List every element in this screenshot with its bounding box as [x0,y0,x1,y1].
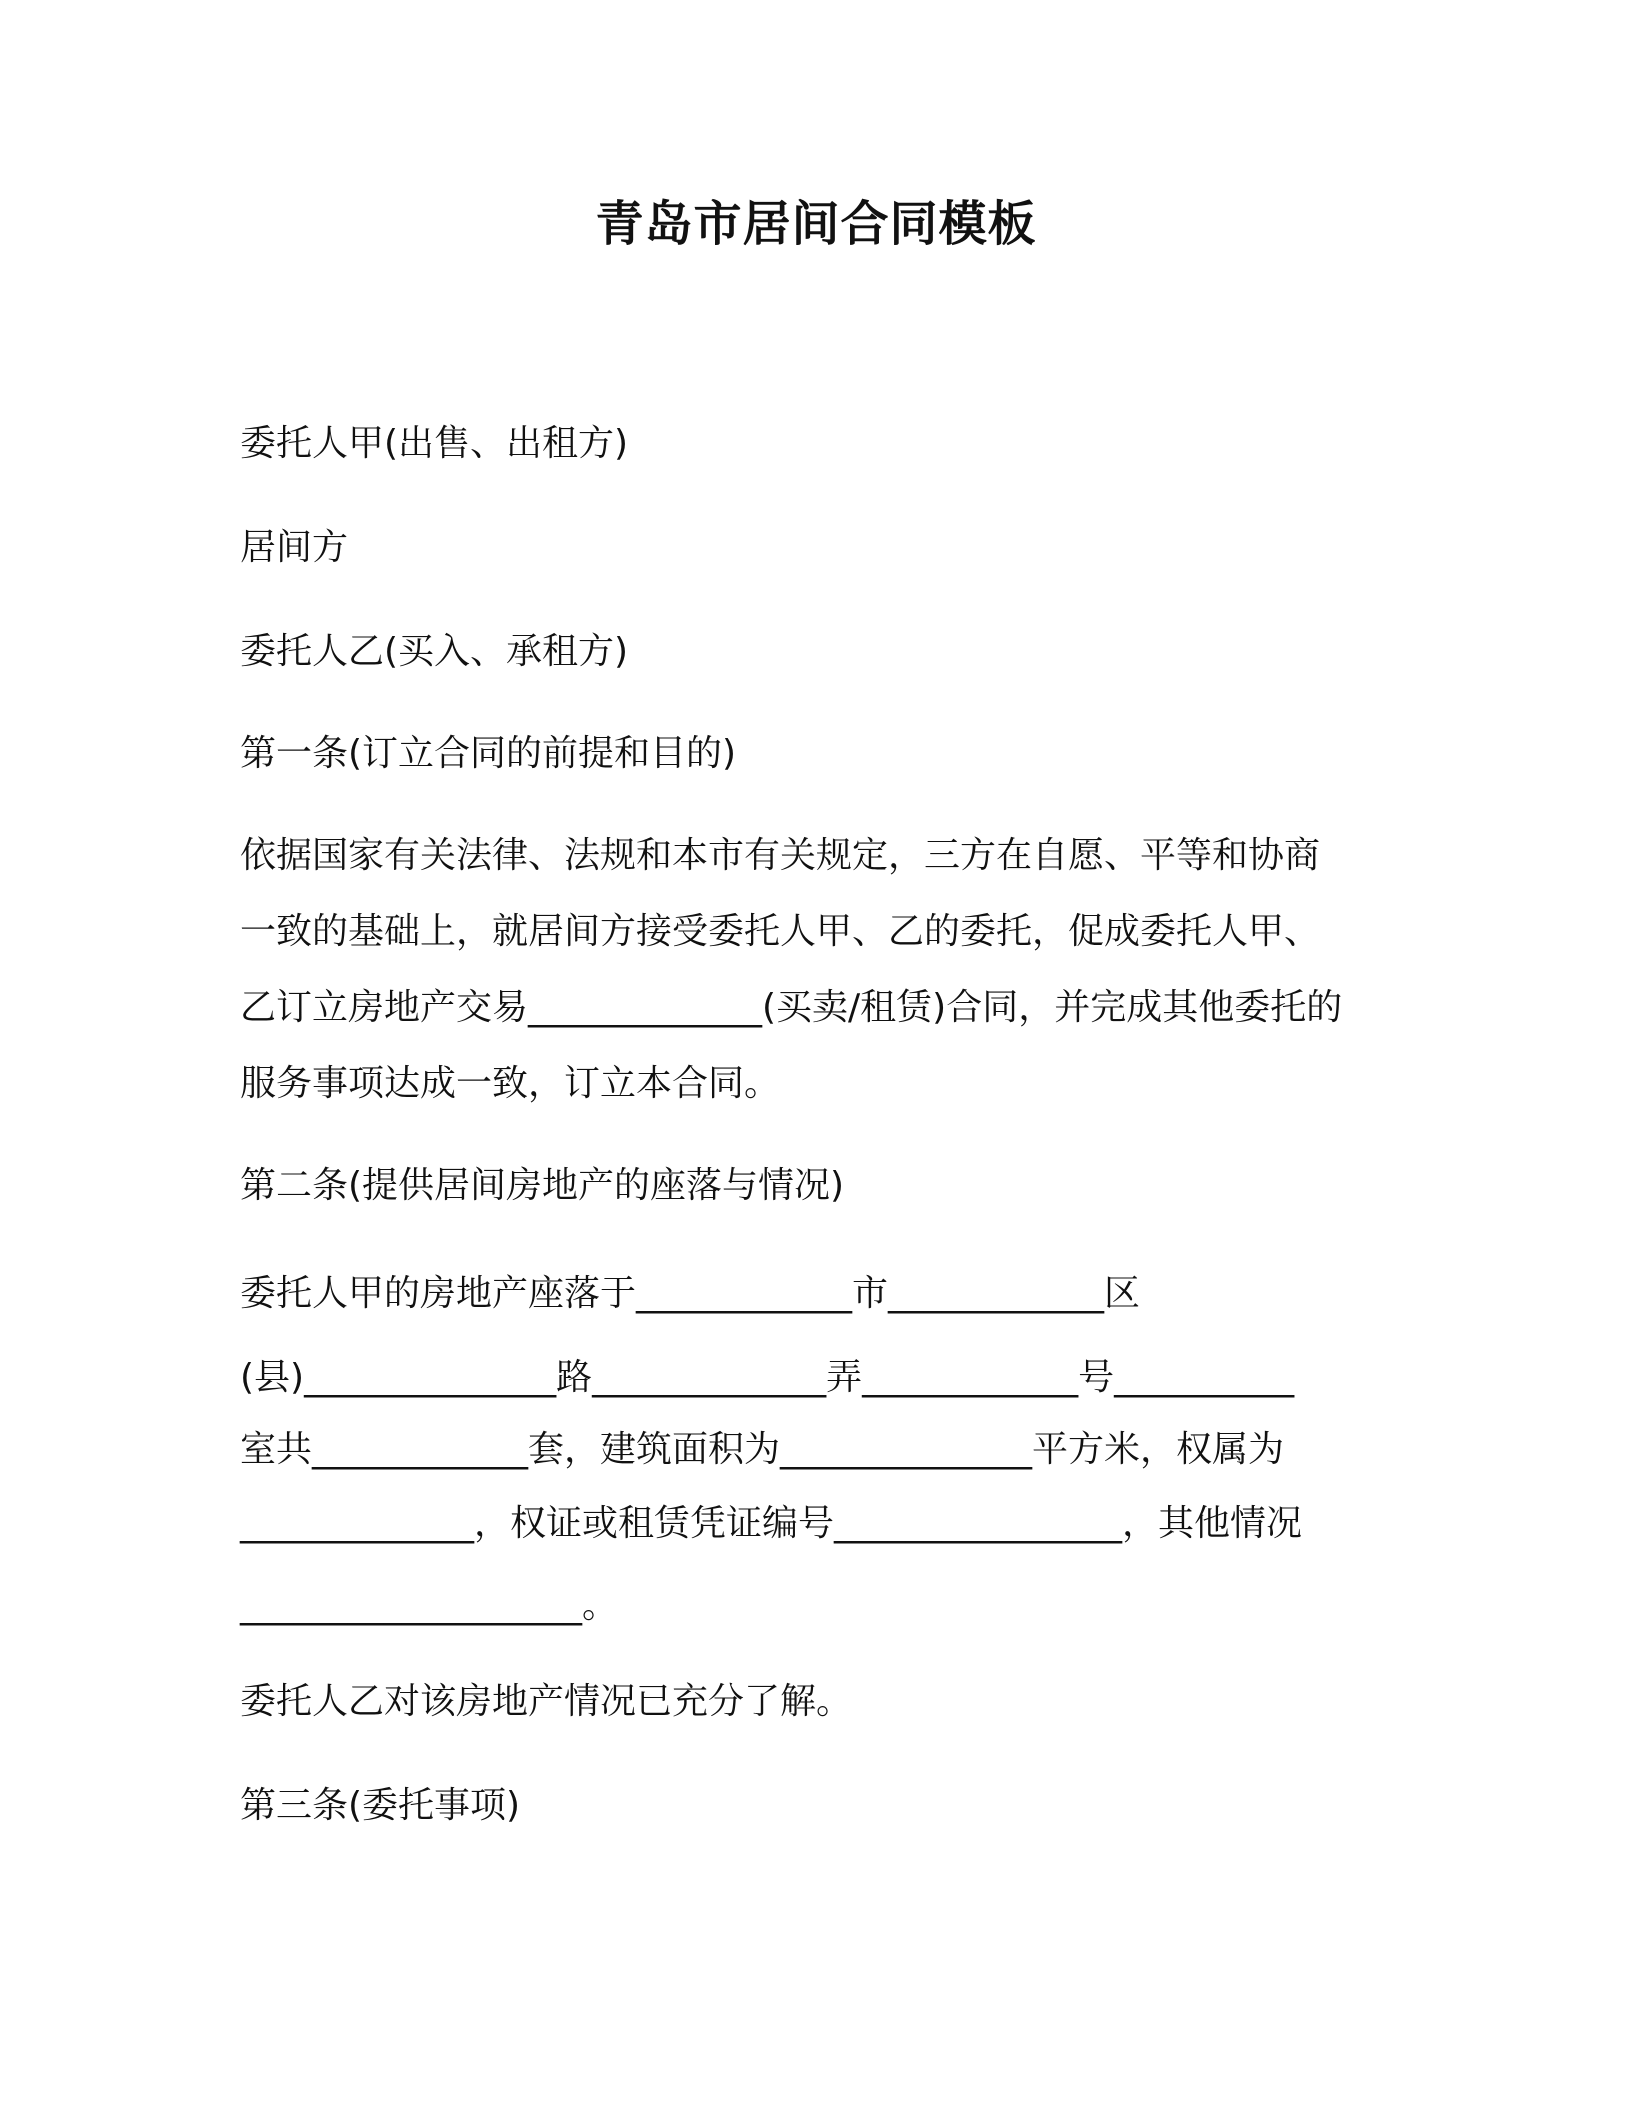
article-2-heading: 第二条(提供居间房地产的座落与情况) [240,1165,845,1206]
broker-label: 居间方 [240,527,349,568]
article-1-paragraph-line: 一致的基础上，就居间方接受委托人甲、乙的委托，促成委托人甲、 [240,911,1321,952]
article-2-paragraph-line: (县)______________路_____________弄____________号__________ [240,1357,1295,1398]
article-2-paragraph-line: 委托人甲的房地产座落于____________市____________区 [240,1273,1141,1314]
article-3-heading: 第三条(委托事项) [240,1785,521,1826]
article-1-paragraph-line: 依据国家有关法律、法规和本市有关规定，三方在自愿、平等和协商 [240,835,1321,876]
party-b-label: 委托人乙(买入、承租方) [240,631,629,672]
party-a-label: 委托人甲(出售、出租方) [240,423,629,464]
party-b-acknowledgement: 委托人乙对该房地产情况已充分了解。 [240,1681,853,1722]
article-1-paragraph-line: 服务事项达成一致，订立本合同。 [240,1063,781,1104]
article-1-paragraph-line: 乙订立房地产交易_____________(买卖/租赁)合同，并完成其他委托的 [240,987,1343,1028]
document-title: 青岛市居间合同模板 [595,196,1037,252]
article-2-paragraph-line: 室共____________套，建筑面积为______________平方米，权属为 [240,1429,1285,1470]
article-1-heading: 第一条(订立合同的前提和目的) [240,733,737,774]
article-2-paragraph-line: ___________________。 [240,1585,618,1626]
article-2-paragraph-line: _____________，权证或租赁凭证编号________________，其他情况 [240,1503,1303,1544]
